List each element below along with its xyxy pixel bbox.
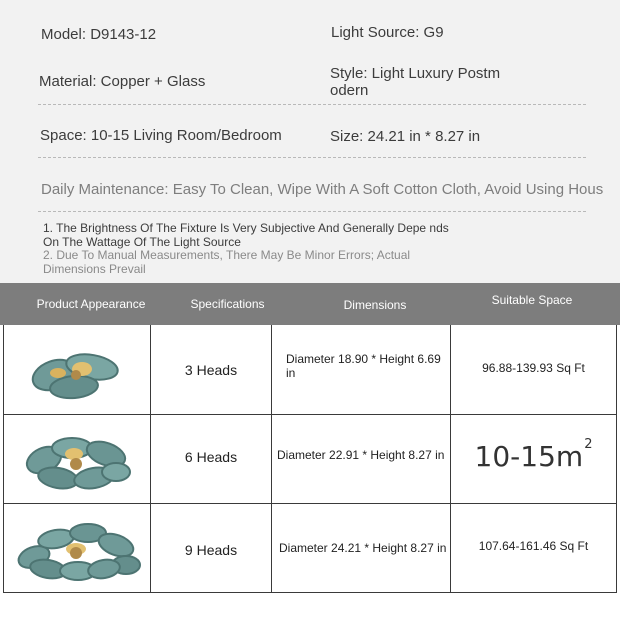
product-table bbox=[3, 325, 617, 593]
chandelier-9-heads-image bbox=[12, 513, 142, 583]
table-row bbox=[4, 414, 616, 503]
note-measurements: 2. Due To Manual Measurements, There May Be Minor Errors; Actual Dimensions Prevail bbox=[43, 248, 411, 276]
space-cell bbox=[451, 410, 616, 499]
chandelier-6-heads-image bbox=[12, 424, 142, 494]
model-spec: Model: D9143-12 bbox=[41, 26, 157, 43]
note-brightness: 1. The Brightness Of The Fixture Is Very Subjective And Generally Depe nds On The Wattage Of The Light Source bbox=[43, 221, 449, 249]
header-specifications: Specifications bbox=[190, 297, 265, 311]
material-spec: Material: Copper + Glass bbox=[39, 73, 206, 90]
spec-cell: 9 Heads bbox=[184, 541, 238, 558]
maintenance-spec: Daily Maintenance: Easy To Clean, Wipe With A Soft Cotton Cloth, Avoid Using Hous bbox=[41, 181, 604, 198]
space-spec: Space: 10-15 Living Room/Bedroom bbox=[40, 127, 282, 144]
spec-cell: 6 Heads bbox=[184, 448, 238, 465]
size-spec: Size: 24.21 in * 8.27 in bbox=[330, 128, 481, 145]
header-product-appearance: Product Appearance bbox=[36, 297, 146, 311]
divider bbox=[38, 211, 586, 212]
divider bbox=[38, 104, 586, 105]
product-image bbox=[4, 414, 150, 503]
space-area-value: $10-15m^2$ bbox=[474, 436, 593, 473]
specifications-panel bbox=[0, 0, 620, 283]
dimensions-cell: Diameter 22.91 * Height 8.27 in bbox=[277, 447, 445, 462]
chandelier-3-heads-image bbox=[12, 335, 142, 405]
header-dimensions: Dimensions bbox=[343, 298, 407, 312]
header-suitable-space: Suitable Space bbox=[491, 293, 573, 307]
spec-cell: 3 Heads bbox=[184, 361, 238, 378]
space-cell: 107.64-161.46 Sq Ft bbox=[478, 538, 589, 553]
product-image bbox=[4, 325, 150, 414]
product-image bbox=[4, 503, 150, 592]
table-row bbox=[4, 503, 616, 592]
dimensions-cell: Diameter 18.90 * Height 6.69 in bbox=[286, 351, 441, 380]
divider bbox=[38, 157, 586, 158]
light-source-spec: Light Source: G9 bbox=[331, 24, 444, 41]
table-header bbox=[0, 283, 620, 325]
space-cell: 96.88-139.93 Sq Ft bbox=[482, 360, 585, 375]
table-row bbox=[4, 325, 616, 414]
dimensions-cell: Diameter 24.21 * Height 8.27 in bbox=[279, 540, 447, 555]
style-spec: Style: Light Luxury Postm odern bbox=[330, 65, 501, 99]
